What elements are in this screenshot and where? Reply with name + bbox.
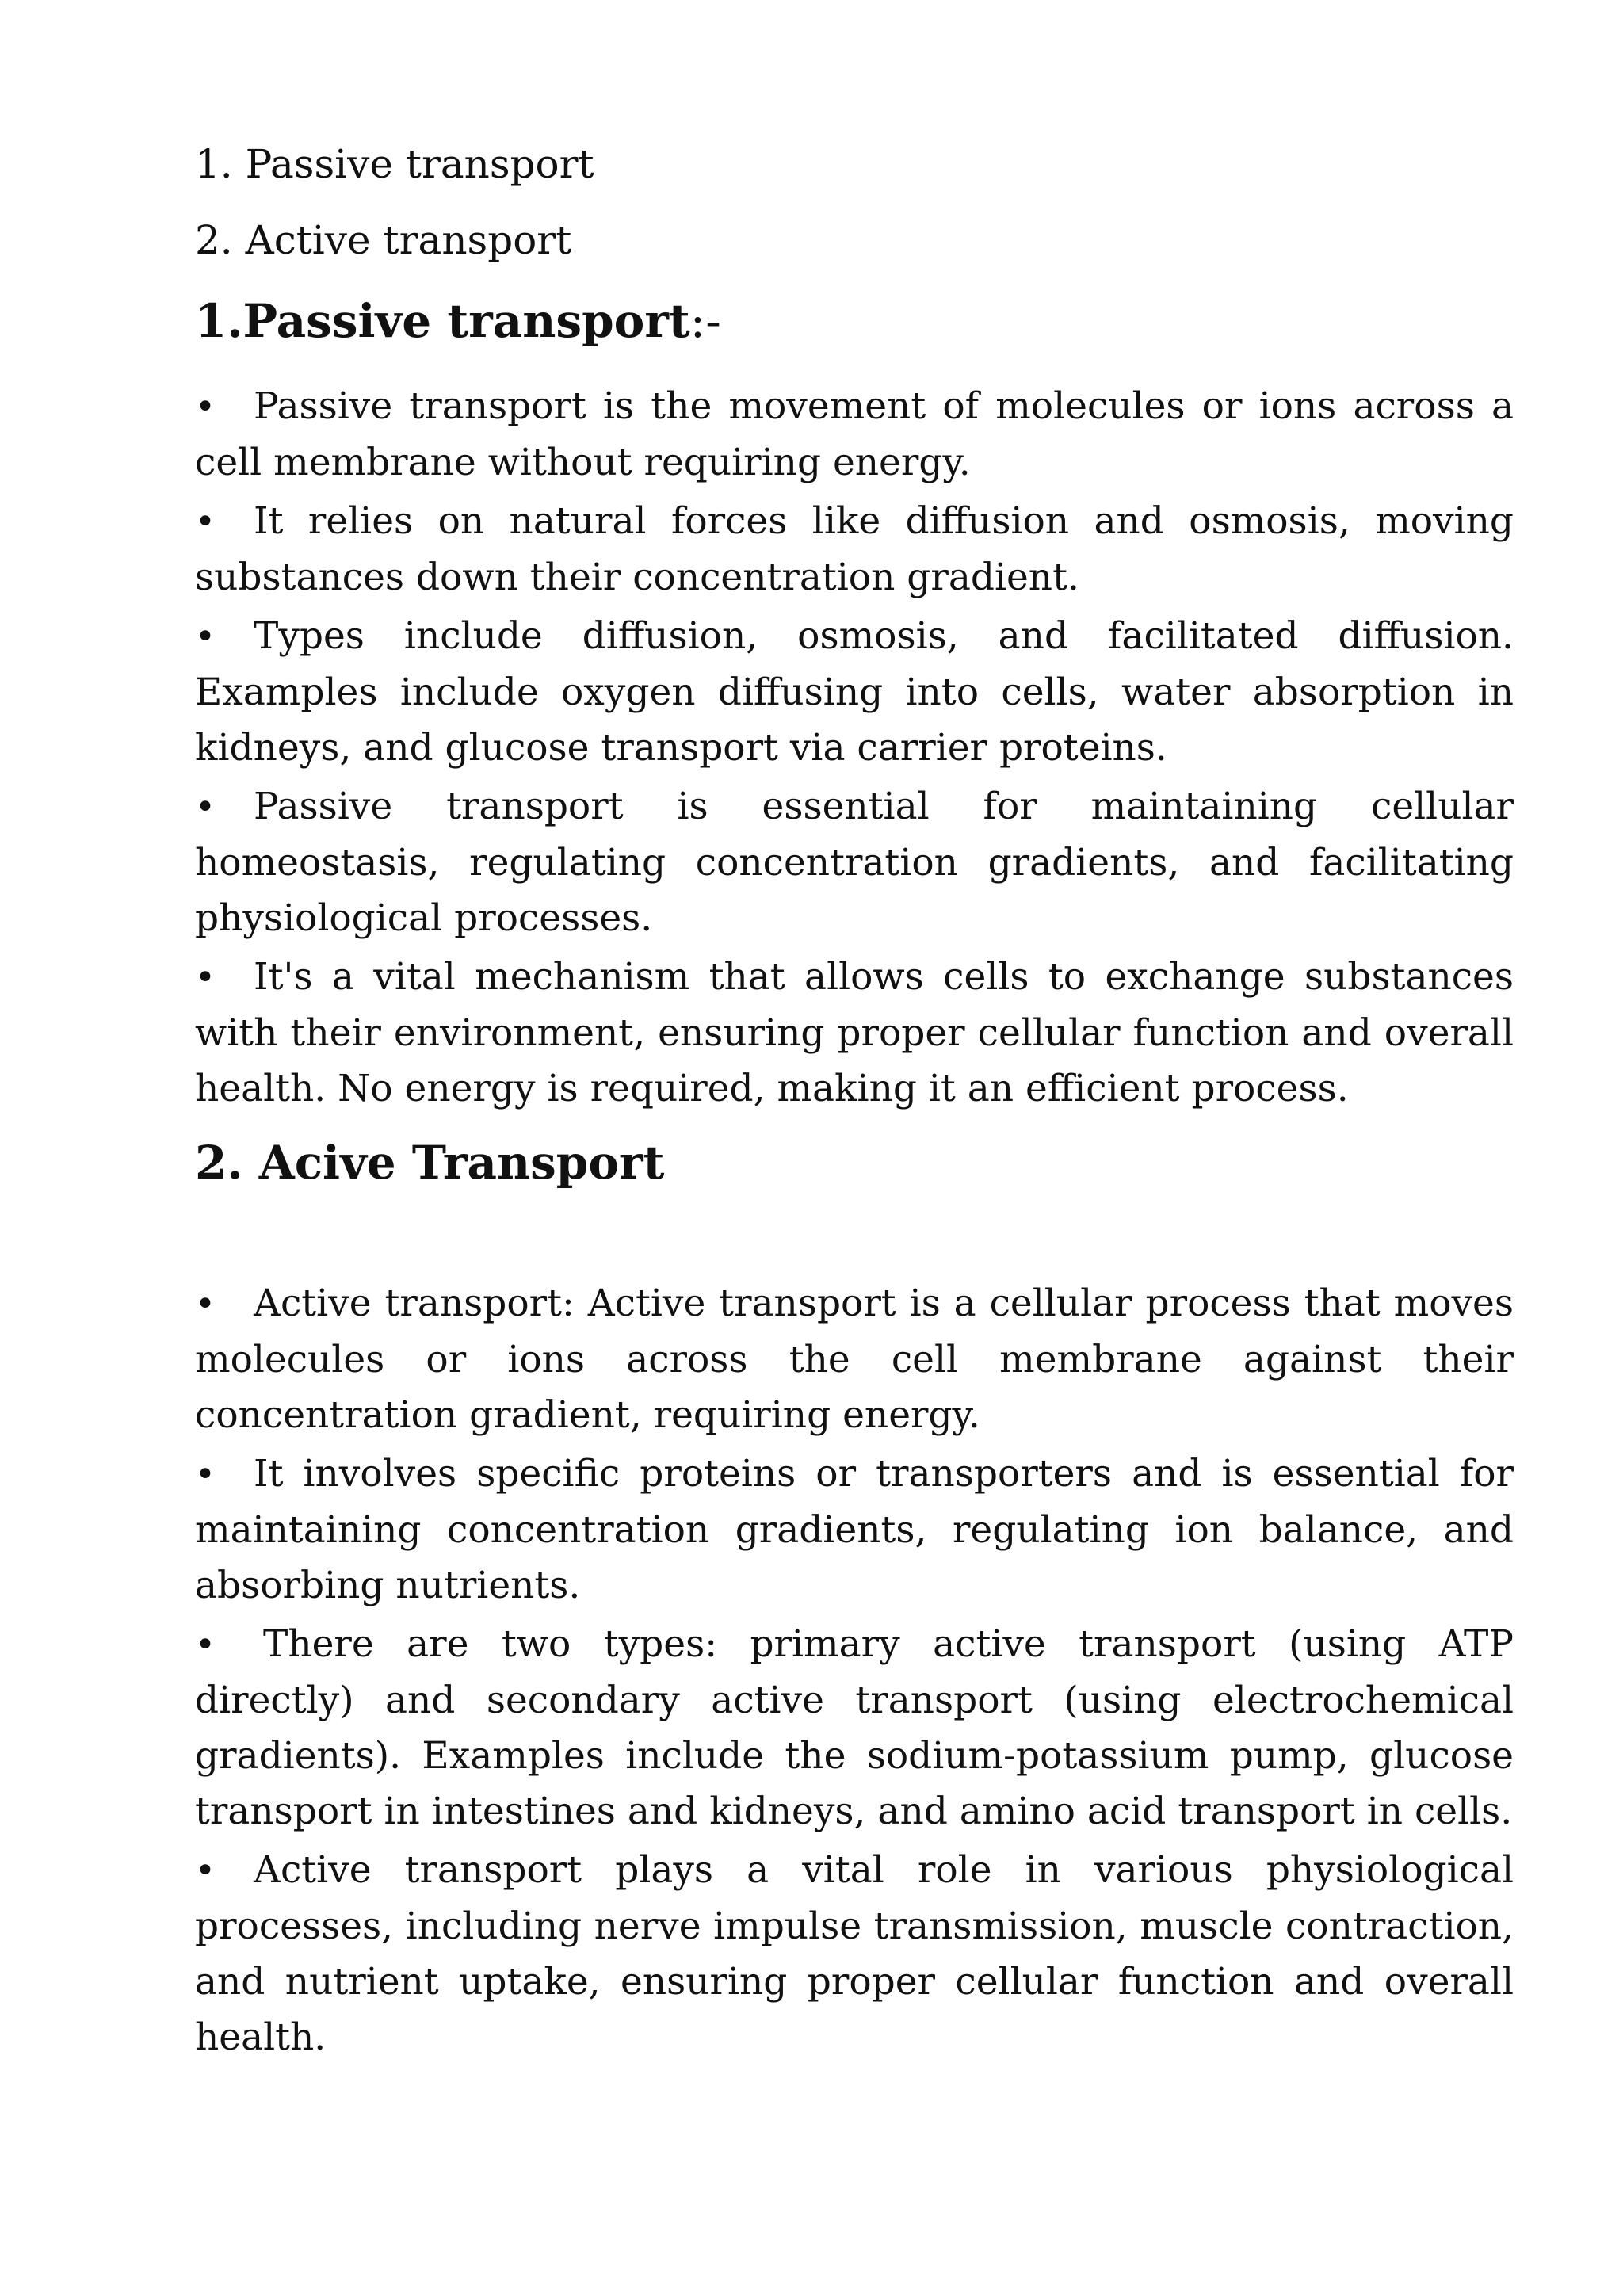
- bullet-icon: [195, 1843, 254, 1899]
- list-item: [195, 1843, 1514, 2065]
- active-bullet-list: [195, 1276, 1514, 2069]
- list-item: [195, 609, 1514, 776]
- list-item: [195, 494, 1514, 606]
- bullet-text: It relies on natural forces like diffusion and osmosis, moving substances down their concentration gradient.: [195, 499, 1514, 599]
- list-item: [195, 779, 1514, 946]
- bullet-icon: [195, 1276, 254, 1332]
- bullet-icon: [195, 779, 254, 835]
- bullet-icon: [195, 1617, 263, 1673]
- passive-heading-text: 1.Passive transport: [195, 294, 690, 348]
- bullet-icon: [195, 494, 254, 550]
- passive-bullet-list: [195, 379, 1514, 1120]
- list-item: [195, 949, 1514, 1117]
- bullet-text: There are two types: primary active transport (using ATP directly) and secondary active transport (using electrochemical gradients). Examples include the sodium-potassium pump, glucose transport in intestines and kidneys, and amino acid transport in cells.: [195, 1622, 1514, 1833]
- list-item: [195, 1617, 1514, 1839]
- bullet-text: It involves specific proteins or transporters and is essential for maintaining concentration gradients, regulating ion balance, and absorbing nutrients.: [195, 1452, 1514, 1607]
- intro-item-passive: 1. Passive transport: [195, 141, 594, 187]
- bullet-text: Types include diffusion, osmosis, and facilitated diffusion. Examples include oxygen diffusing into cells, water absorption in kidneys, and glucose transport via carrier proteins.: [195, 614, 1514, 770]
- list-item: [195, 379, 1514, 491]
- bullet-icon: [195, 949, 254, 1006]
- bullet-icon: [195, 609, 254, 665]
- passive-transport-heading: [195, 289, 721, 353]
- bullet-text: Active transport plays a vital role in various physiological processes, including nerve impulse transmission, muscle contraction, and nutrient uptake, ensuring proper cellular function and overall health.: [195, 1848, 1514, 2059]
- bullet-icon: [195, 379, 254, 435]
- bullet-text: It's a vital mechanism that allows cells to exchange substances with their environment, ensuring proper cellular function and overall health. No energy is required, making it an efficient process.: [195, 955, 1514, 1110]
- active-transport-heading: 2. Acive Transport: [195, 1136, 665, 1190]
- bullet-text: Active transport: Active transport is a cellular process that moves molecules or ions across the cell membrane against their concentration gradient, requiring energy.: [195, 1282, 1514, 1437]
- list-item: [195, 1446, 1514, 1614]
- bullet-icon: [195, 1446, 254, 1503]
- bullet-text: Passive transport is the movement of molecules or ions across a cell membrane without requiring energy.: [195, 384, 1514, 484]
- bullet-text: Passive transport is essential for maintaining cellular homeostasis, regulating concentration gradients, and facilitating physiological processes.: [195, 785, 1514, 940]
- passive-heading-suffix: :-: [689, 294, 721, 348]
- list-item: [195, 1276, 1514, 1443]
- intro-item-active: 2. Active transport: [195, 217, 572, 263]
